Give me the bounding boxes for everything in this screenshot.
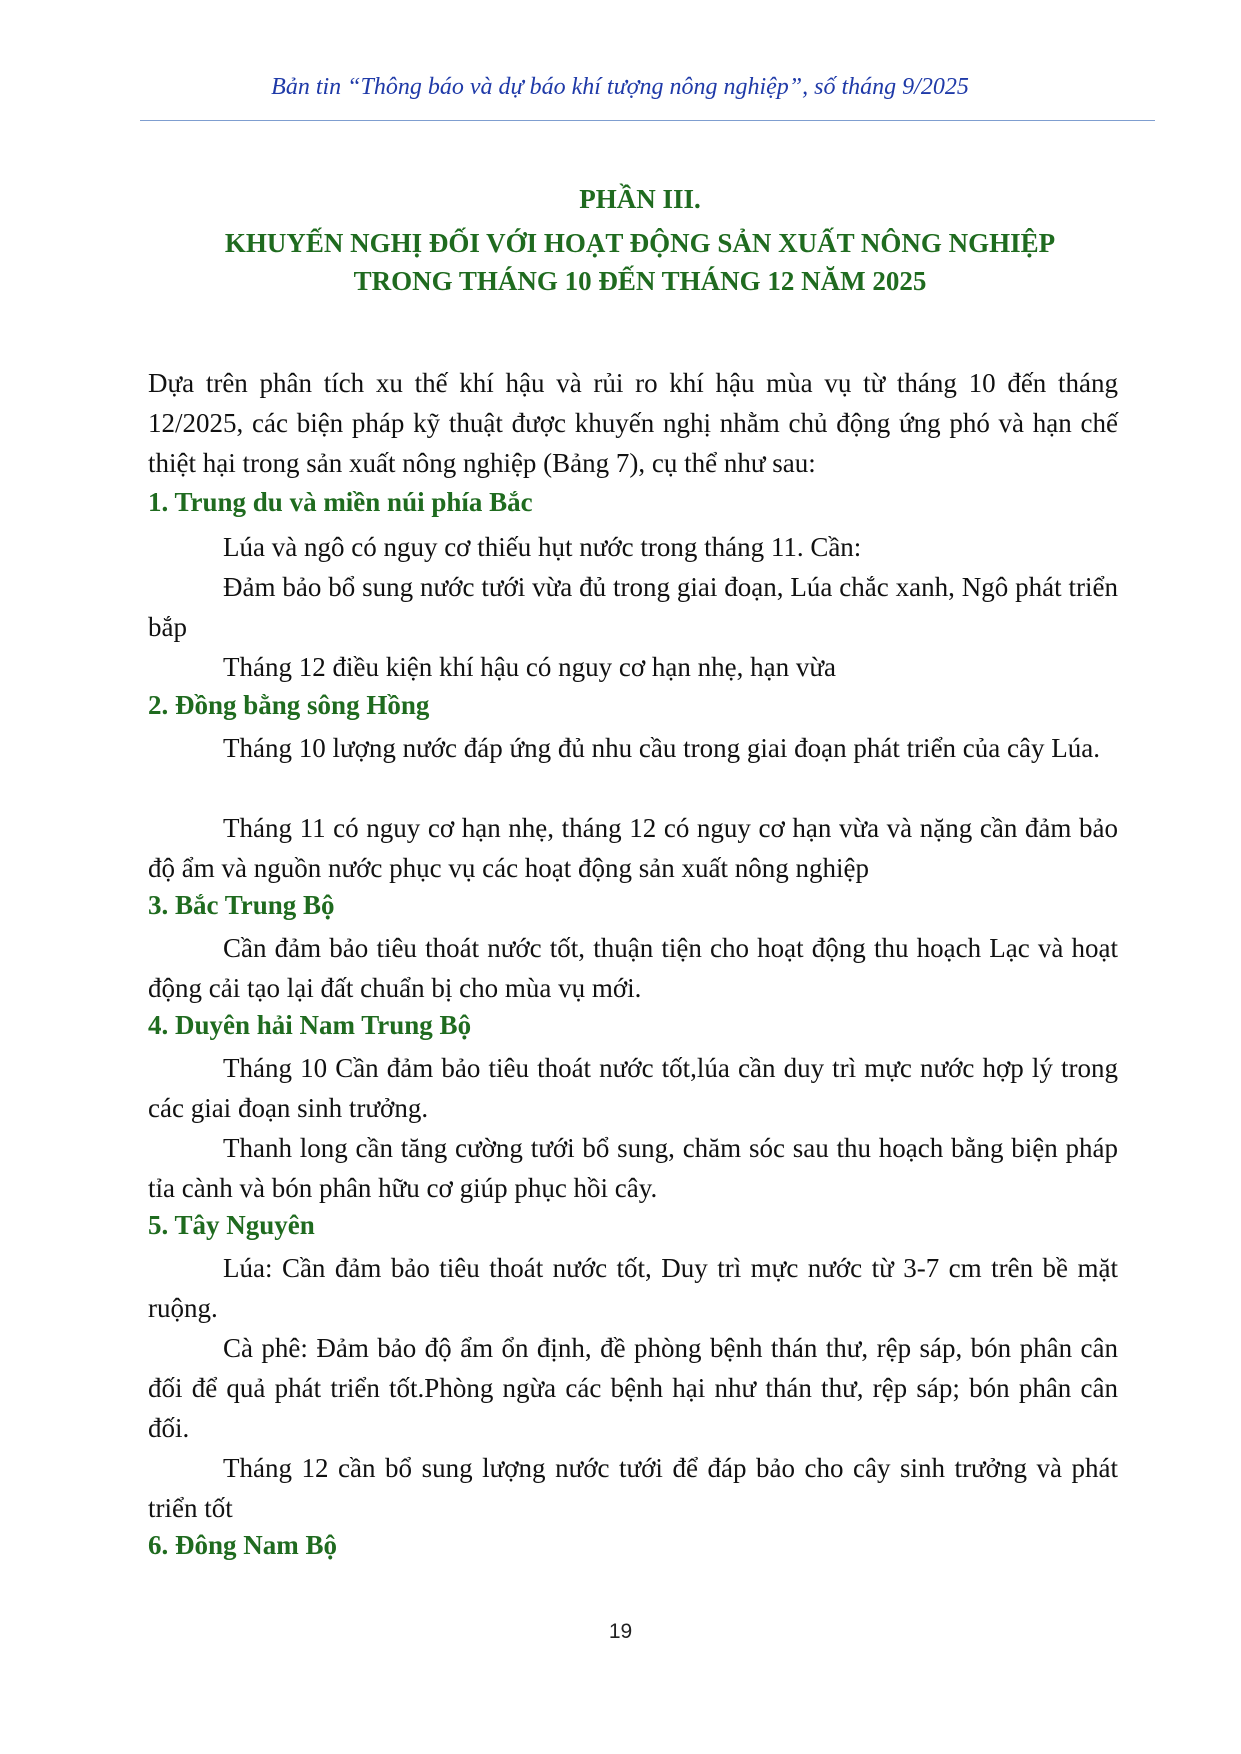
heading-dong-bang-song-hong: 2. Đồng bằng sông Hồng bbox=[148, 690, 430, 720]
paragraph: Cần đảm bảo tiêu thoát nước tốt, thuận tiện cho hoạt động thu hoạch Lạc và hoạt động cải tạo lại đất chuẩn bị cho mùa vụ mới. bbox=[148, 933, 1118, 1003]
paragraph: Tháng 11 có nguy cơ hạn nhẹ, tháng 12 có nguy cơ hạn vừa và nặng cần đảm bảo độ ẩm và nguồn nước phục vụ các hoạt động sản xuất nông nghiệp bbox=[148, 813, 1118, 883]
paragraph: Thanh long cần tăng cường tưới bổ sung, chăm sóc sau thu hoạch bằng biện pháp tỉa cành và bón phân hữu cơ giúp phục hồi cây. bbox=[148, 1133, 1118, 1203]
section-title-line-2: TRONG THÁNG 10 ĐẾN THÁNG 12 NĂM 2025 bbox=[353, 266, 927, 296]
paragraph: Tháng 10 lượng nước đáp ứng đủ nhu cầu trong giai đoạn phát triển của cây Lúa. bbox=[223, 733, 1100, 763]
intro-paragraph: Dựa trên phân tích xu thế khí hậu và rủi ro khí hậu mùa vụ từ tháng 10 đến tháng 12/2025, các biện pháp kỹ thuật được khuyến nghị nhằm chủ động ứng phó và hạn chế thiệt hại trong sản xuất nông nghiệp (Bảng 7), cụ thể như sau: bbox=[148, 368, 1118, 478]
paragraph: Lúa và ngô có nguy cơ thiếu hụt nước trong tháng 11. Cần: bbox=[223, 532, 862, 562]
heading-duyen-hai-nam-trung-bo: 4. Duyên hải Nam Trung Bộ bbox=[148, 1010, 472, 1040]
page-number: 19 bbox=[608, 1620, 633, 1643]
section-title-line-1: KHUYẾN NGHỊ ĐỐI VỚI HOẠT ĐỘNG SẢN XUẤT NÔNG NGHIỆP bbox=[224, 228, 1056, 258]
heading-trung-du-mien-nui: 1. Trung du và miền núi phía Bắc bbox=[148, 487, 533, 517]
header-divider bbox=[140, 120, 1155, 121]
heading-dong-nam-bo: 6. Đông Nam Bộ bbox=[148, 1530, 338, 1560]
paragraph: Tháng 10 Cần đảm bảo tiêu thoát nước tốt,lúa cần duy trì mực nước hợp lý trong các giai đoạn sinh trưởng. bbox=[148, 1053, 1118, 1123]
paragraph: Tháng 12 điều kiện khí hậu có nguy cơ hạn nhẹ, hạn vừa bbox=[223, 652, 836, 682]
paragraph: Cà phê: Đảm bảo độ ẩm ổn định, đề phòng bệnh thán thư, rệp sáp, bón phân cân đối để quả phát triển tốt.Phòng ngừa các bệnh hại như thán thư, rệp sáp; bón phân cân đối. bbox=[148, 1333, 1118, 1443]
heading-tay-nguyen: 5. Tây Nguyên bbox=[148, 1210, 315, 1240]
heading-bac-trung-bo: 3. Bắc Trung Bộ bbox=[148, 890, 335, 920]
paragraph: Lúa: Cần đảm bảo tiêu thoát nước tốt, Duy trì mực nước từ 3-7 cm trên bề mặt ruộng. bbox=[148, 1253, 1118, 1323]
paragraph: Tháng 12 cần bổ sung lượng nước tưới để đáp bảo cho cây sinh trưởng và phát triển tốt bbox=[148, 1453, 1118, 1523]
part-title: PHẦN III. bbox=[579, 184, 701, 214]
paragraph: Đảm bảo bổ sung nước tưới vừa đủ trong giai đoạn, Lúa chắc xanh, Ngô phát triển bắp bbox=[148, 572, 1118, 642]
bulletin-header: Bản tin “Thông báo và dự báo khí tượng nông nghiệp”, số tháng 9/2025 bbox=[271, 74, 969, 100]
